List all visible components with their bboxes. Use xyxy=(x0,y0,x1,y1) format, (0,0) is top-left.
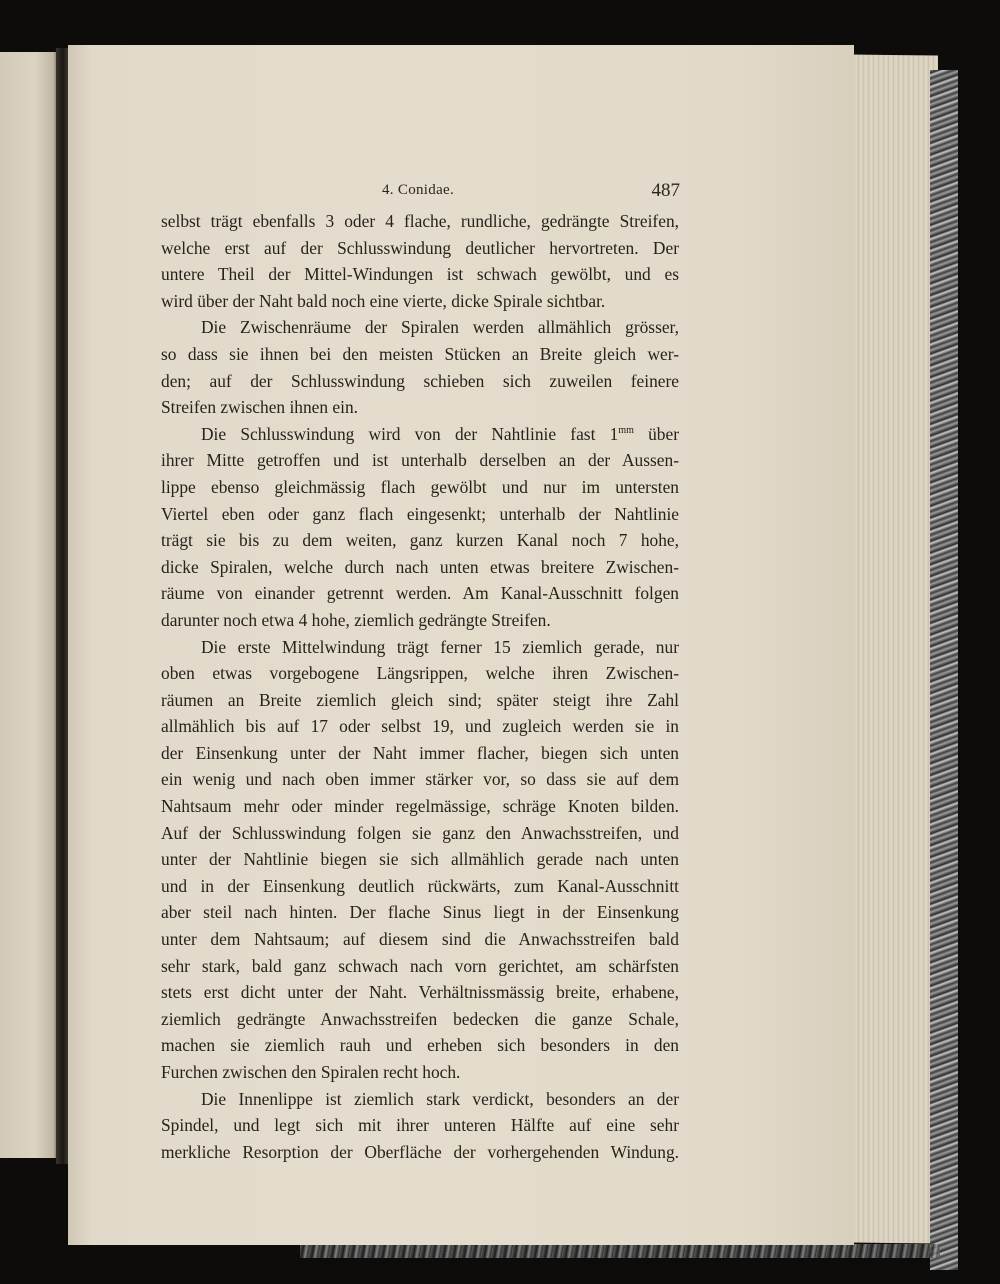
text-line: räumen an Breite ziemlich gleich sind; später steigt ihre Zahl xyxy=(161,689,679,710)
text-line: welche erst auf der Schlusswindung deutlicher hervortreten. Der xyxy=(161,237,679,258)
text-line: so dass sie ihnen bei den meisten Stücken an Breite gleich wer- xyxy=(161,343,679,364)
text-line: dicke Spiralen, welche durch nach unten etwas breitere Zwischen- xyxy=(161,556,679,577)
text-line: Streifen zwischen ihnen ein. xyxy=(161,397,359,418)
text-line: den; auf der Schlusswindung schieben sich zuweilen feinere xyxy=(161,370,679,391)
text-line: wird über der Naht bald noch eine vierte, dicke Spirale sichtbar. xyxy=(161,290,606,311)
text-line: Nahtsaum mehr oder minder regelmässige, schräge Knoten bilden. xyxy=(161,796,679,817)
text-line: untere Theil der Mittel-Windungen ist schwach gewölbt, und es xyxy=(161,264,679,285)
text-line: stets erst dicht unter der Naht. Verhältnissmässig breite, erhabene, xyxy=(161,982,679,1003)
text-segment: über xyxy=(633,423,680,444)
text-line: räume von einander getrennt werden. Am Kanal-Ausschnitt folgen xyxy=(161,583,679,604)
text-line: ihrer Mitte getroffen und ist unterhalb derselben an der Aussen- xyxy=(161,450,679,471)
text-line: ziemlich gedrängte Anwachsstreifen bedecken die ganze Schale, xyxy=(161,1008,679,1029)
text-line: darunter noch etwa 4 hohe, ziemlich gedrängte Streifen. xyxy=(161,609,551,630)
page-block-edges xyxy=(850,55,938,1244)
page-number: 487 xyxy=(651,180,680,201)
running-title: 4. Conidae. xyxy=(382,182,455,198)
text-line: Die erste Mittelwindung trägt ferner 15 ziemlich gerade, nur xyxy=(201,636,679,657)
text-line: merkliche Resorption der Oberfläche der vorhergehenden Windung. xyxy=(161,1141,679,1162)
text-line: Furchen zwischen den Spiralen recht hoch. xyxy=(161,1062,461,1082)
text-segment: Die Schlusswindung wird von der Nahtlinie fast 1 xyxy=(201,423,619,444)
marbled-cover-edge xyxy=(930,70,958,1270)
body-text xyxy=(161,208,679,1165)
text-line: und in der Einsenkung deutlich rückwärts, zum Kanal-Ausschnitt xyxy=(161,875,679,896)
text-line: selbst trägt ebenfalls 3 oder 4 flache, rundliche, gedrängte Streifen, xyxy=(161,211,679,231)
page-header xyxy=(160,180,680,204)
text-line: oben etwas vorgebogene Längsrippen, welche ihren Zwischen- xyxy=(161,663,679,684)
text-line: sehr stark, bald ganz schwach nach vorn gerichtet, am schärfsten xyxy=(161,955,679,976)
text-line-with-unit xyxy=(161,421,679,448)
text-line: unter der Nahtlinie biegen sie sich allmählich gerade nach unten xyxy=(161,849,679,870)
unit-superscript: mm xyxy=(618,424,634,436)
text-line: aber steil nach hinten. Der flache Sinus liegt in der Einsenkung xyxy=(161,902,679,923)
text-line: Viertel eben oder ganz flach eingesenkt; unterhalb der Nahtlinie xyxy=(161,503,679,524)
text-line: ein wenig und nach oben immer stärker vor, so dass sie auf dem xyxy=(161,769,679,790)
text-line: lippe ebenso gleichmässig flach gewölbt und nur im untersten xyxy=(161,476,679,497)
left-page-edge xyxy=(0,52,58,1158)
text-line: machen sie ziemlich rauh und erheben sich besonders in den xyxy=(161,1035,679,1056)
text-line: allmählich bis auf 17 oder selbst 19, und zugleich werden sie in xyxy=(161,716,679,737)
text-line: Spindel, und legt sich mit ihrer unteren Hälfte auf eine sehr xyxy=(161,1115,679,1136)
text-line: trägt sie bis zu dem weiten, ganz kurzen Kanal noch 7 hohe, xyxy=(161,530,679,551)
text-line: Die Zwischenräume der Spiralen werden allmählich grösser, xyxy=(201,317,679,338)
marbled-bottom-edge xyxy=(300,1244,940,1258)
text-line: der Einsenkung unter der Naht immer flacher, biegen sich unten xyxy=(161,742,679,763)
text-line: Auf der Schlusswindung folgen sie ganz den Anwachsstreifen, und xyxy=(161,822,679,843)
text-line: Die Innenlippe ist ziemlich stark verdickt, besonders an der xyxy=(201,1088,679,1109)
text-line: unter dem Nahtsaum; auf diesem sind die Anwachsstreifen bald xyxy=(161,929,679,950)
